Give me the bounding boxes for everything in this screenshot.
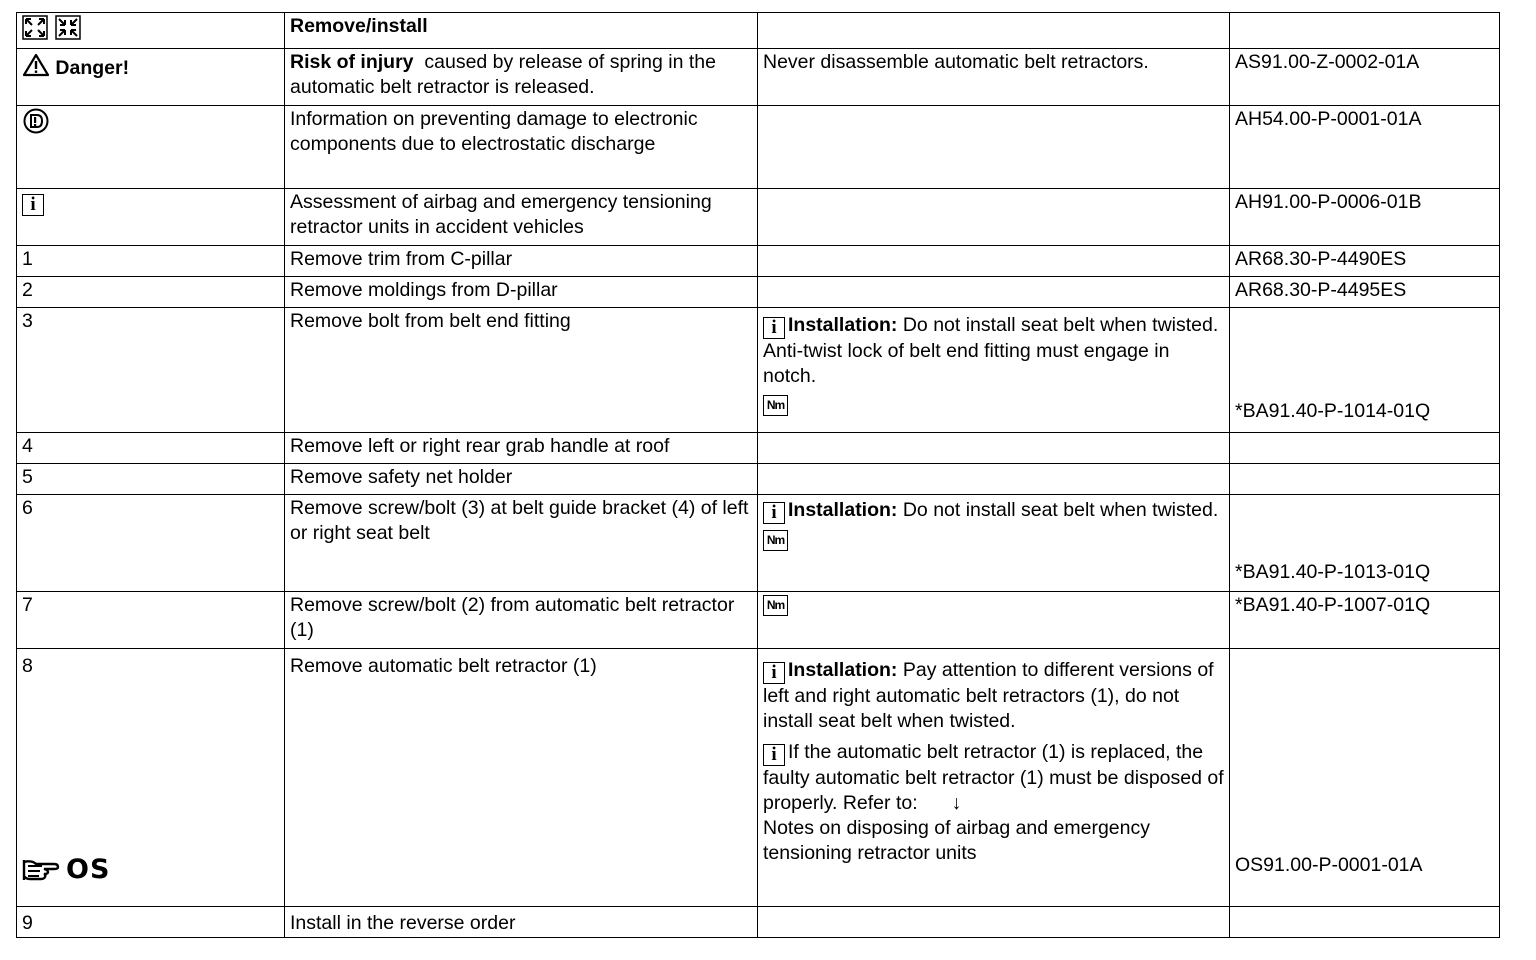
esd-note-ref: AH54.00-P-0001-01A [1230, 106, 1500, 189]
step-number: 9 [17, 907, 285, 938]
step-text: Remove automatic belt retractor (1) [285, 649, 758, 907]
procedure-table [16, 12, 1500, 938]
airbag-note-text: Assessment of airbag and emergency tensioning retractor units in accident vehicles [285, 189, 758, 246]
warning-triangle-icon [22, 53, 50, 77]
header-row [17, 13, 1500, 49]
step-row [17, 464, 1500, 495]
torque-nm-icon: Nm [763, 595, 788, 616]
step-ref: AR68.30-P-4490ES [1230, 246, 1500, 277]
step-text: Remove safety net holder [285, 464, 758, 495]
step-number: 1 [17, 246, 285, 277]
info-icon: i [763, 744, 785, 766]
info-icon: i [763, 502, 785, 524]
step-row [17, 495, 1500, 592]
pointing-hand-icon [22, 856, 62, 882]
step-ref: *BA91.40-P-1013-01Q [1230, 495, 1500, 592]
esd-note-text: Information on preventing damage to electronic components due to electrostatic discharge [285, 106, 758, 189]
airbag-note-ref: AH91.00-P-0006-01B [1230, 189, 1500, 246]
step-row [17, 592, 1500, 649]
danger-label: Danger! [55, 57, 130, 79]
step-number: 5 [17, 464, 285, 495]
step-number: 7 [17, 592, 285, 649]
airbag-note-row [17, 189, 1500, 246]
esd-note-row [17, 106, 1500, 189]
info-icon: i [22, 194, 44, 216]
esd-caution-icon [22, 107, 50, 135]
danger-instruction: Never disassemble automatic belt retractors. [758, 49, 1230, 106]
danger-description: Risk of injury caused by release of spring in the automatic belt retractor is released. [285, 49, 758, 106]
step-notes: i Installation: Pay attention to different versions of left and right automatic belt retractors (1), do not install seat belt when twisted. i If the automatic belt retractor (1) is replaced, the faulty automatic belt retractor (1) must be disposed of properly. Refer to: ↓ Notes on disposing of airbag and emergency tensioning retractor units [758, 649, 1230, 907]
step-text: Install in the reverse order [285, 907, 758, 938]
disposal-notes-text: Notes on disposing of airbag and emergency tensioning retractor units [763, 817, 1150, 864]
os-label: OS [66, 853, 111, 885]
step-number: 8 [22, 655, 33, 677]
page-title: Remove/install [285, 13, 758, 49]
step-row [17, 277, 1500, 308]
remove-install-icon [22, 15, 84, 41]
step-number: 2 [17, 277, 285, 308]
step-number: 3 [17, 308, 285, 433]
step-row [17, 907, 1500, 938]
step-text: Remove moldings from D-pillar [285, 277, 758, 308]
step-row [17, 433, 1500, 464]
step-row [17, 308, 1500, 433]
step-number: 4 [17, 433, 285, 464]
step-text: Remove left or right rear grab handle at roof [285, 433, 758, 464]
info-icon: i [763, 317, 785, 339]
torque-nm-icon: Nm [763, 395, 788, 416]
step-ref: *BA91.40-P-1007-01Q [1230, 592, 1500, 649]
remove-install-icons-cell [17, 13, 285, 49]
step-notes: i Installation: Do not install seat belt when twisted. Anti-twist lock of belt end fitting must engage in notch. Nm [758, 308, 1230, 433]
step-number-cell [17, 649, 285, 907]
torque-nm-icon: Nm [763, 530, 788, 551]
step-notes [758, 592, 1230, 649]
step-text: Remove trim from C-pillar [285, 246, 758, 277]
info-icon: i [763, 662, 785, 684]
os-reference-marker [22, 853, 111, 885]
step-text: Remove screw/bolt (3) at belt guide bracket (4) of left or right seat belt [285, 495, 758, 592]
arrow-down-icon: ↓ [951, 792, 962, 814]
step-ref: OS91.00-P-0001-01A [1230, 649, 1500, 907]
step-text: Remove bolt from belt end fitting [285, 308, 758, 433]
step-number: 6 [17, 495, 285, 592]
danger-row [17, 49, 1500, 106]
step-notes: i Installation: Do not install seat belt when twisted. Nm [758, 495, 1230, 592]
step-ref: *BA91.40-P-1014-01Q [1230, 308, 1500, 433]
step-row [17, 246, 1500, 277]
step-text: Remove screw/bolt (2) from automatic belt retractor (1) [285, 592, 758, 649]
step-ref: AR68.30-P-4495ES [1230, 277, 1500, 308]
step-row [17, 649, 1500, 907]
danger-ref: AS91.00-Z-0002-01A [1230, 49, 1500, 106]
